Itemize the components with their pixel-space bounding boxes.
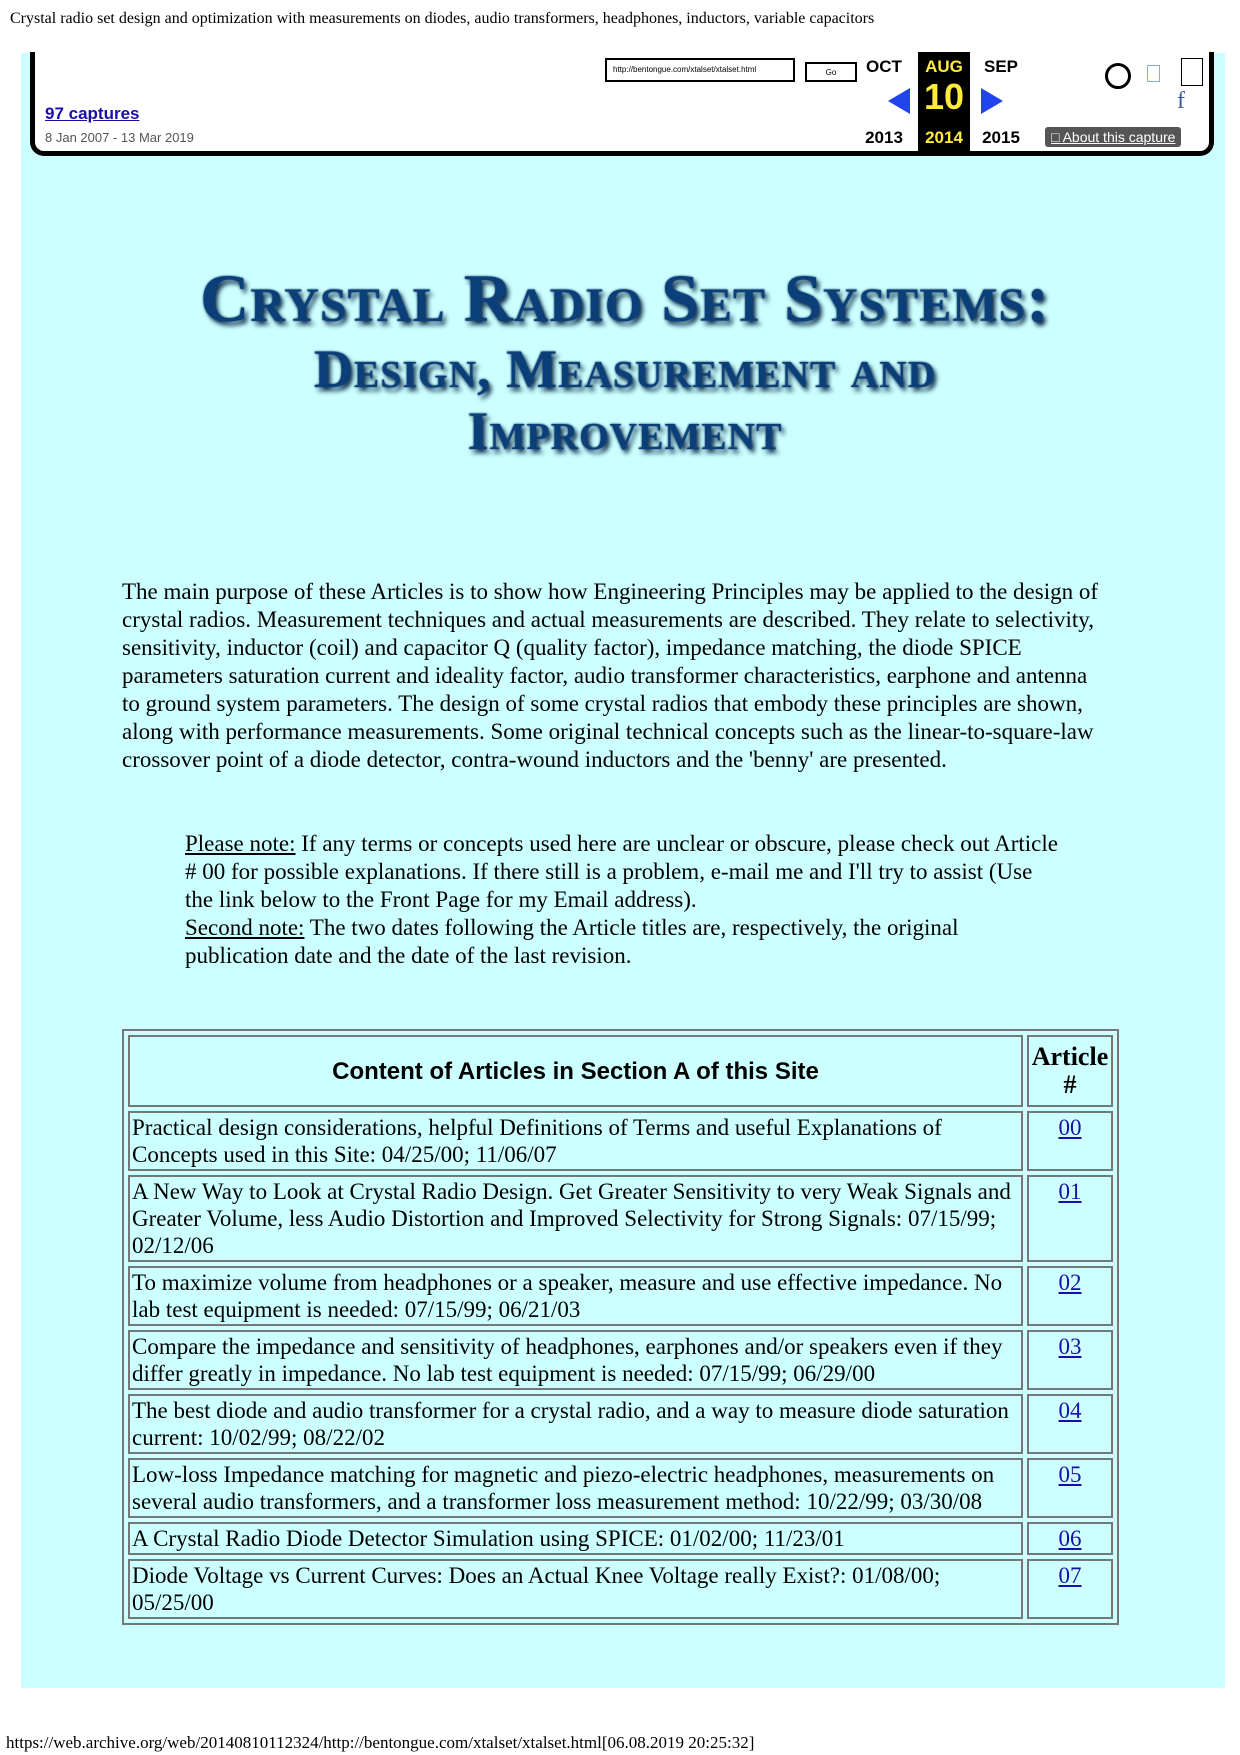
- banner-line-1: Crystal Radio Set Systems:: [200, 260, 1050, 336]
- table-row: [128, 1266, 1113, 1326]
- capture-day: 10: [923, 76, 965, 117]
- article-description: Low-loss Impedance matching for magnetic and piezo-electric headphones, measurements on several audio transformers, and a transformer loss measurement method: 10/22/99; 03/30/08: [128, 1458, 1023, 1518]
- page-footer: https://web.archive.org/web/20140810112324/http://bentongue.com/xtalset/xtalset.html[06.08.2019 20:25:32]: [6, 1733, 755, 1752]
- article-link[interactable]: 03: [1058, 1334, 1082, 1359]
- table-header-row: [128, 1035, 1113, 1107]
- note-block: [185, 830, 1065, 970]
- article-link[interactable]: 05: [1058, 1462, 1082, 1487]
- help-circle-icon[interactable]: [1105, 63, 1131, 89]
- note-label-2: Second note:: [185, 915, 305, 940]
- article-description: Practical design considerations, helpful Definitions of Terms and useful Explanations of Concepts used in this Site: 04/25/00; 11/06/07: [128, 1111, 1023, 1171]
- wayback-toolbar: [30, 52, 1214, 156]
- article-link[interactable]: 02: [1058, 1270, 1082, 1295]
- article-link[interactable]: 07: [1058, 1563, 1082, 1588]
- table-row: [128, 1394, 1113, 1454]
- table-row: [128, 1458, 1113, 1518]
- note-text-2: The two dates following the Article titles are, respectively, the original publication date and the date of the last revision.: [185, 915, 959, 968]
- article-description: To maximize volume from headphones or a speaker, measure and use effective impedance. No lab test equipment is needed: 07/15/99; 06/21/03: [128, 1266, 1023, 1326]
- article-description: Compare the impedance and sensitivity of headphones, earphones and/or speakers even if they differ greatly in impedance. No lab test equipment is needed: 07/15/99; 06/29/00: [128, 1330, 1023, 1390]
- table-row: [128, 1175, 1113, 1262]
- title-banner: [110, 258, 1140, 462]
- page-header: Crystal radio set design and optimization with measurements on diodes, audio transformers, headphones, inductors, variable capacitors: [10, 10, 875, 27]
- article-link[interactable]: 04: [1058, 1398, 1082, 1423]
- note-text-1: If any terms or concepts used here are unclear or obscure, please check out Article # 00 for possible explanations. If there still is a problem, e-mail me and I'll try to assist (Use the link below to the Front Page for my Email address).: [185, 831, 1058, 912]
- captures-link[interactable]: 97 captures: [45, 104, 140, 123]
- url-input[interactable]: http://bentongue.com/xtalset/xtalset.html: [605, 58, 795, 82]
- table-row: [128, 1522, 1113, 1555]
- article-link[interactable]: 00: [1058, 1115, 1082, 1140]
- table-row: [128, 1559, 1113, 1619]
- article-description: A New Way to Look at Crystal Radio Design. Get Greater Sensitivity to very Weak Signals and Greater Volume, less Audio Distortion and Improved Selectivity for Strong Signals: 07/15/99; 02/12/06: [128, 1175, 1023, 1262]
- month-current: AUG: [925, 57, 963, 76]
- close-icon[interactable]: [1181, 58, 1203, 86]
- year-current: 2014: [925, 128, 963, 147]
- capture-date-range: 8 Jan 2007 - 13 Mar 2019: [45, 130, 194, 145]
- month-prev[interactable]: OCT: [866, 57, 902, 76]
- banner-line-3: Improvement: [467, 401, 783, 461]
- article-description: Diode Voltage vs Current Curves: Does an Actual Knee Voltage really Exist?: 01/08/00; 05/25/00: [128, 1559, 1023, 1619]
- about-capture-link[interactable]: □ About this capture: [1045, 127, 1181, 147]
- article-link[interactable]: 01: [1058, 1179, 1082, 1204]
- content-header: Content of Articles in Section A of this Site: [128, 1035, 1023, 1107]
- table-row: [128, 1330, 1113, 1390]
- articles-table: [122, 1029, 1119, 1625]
- banner-line-2: Design, Measurement and: [313, 339, 937, 399]
- article-link[interactable]: 06: [1058, 1526, 1082, 1551]
- next-capture-arrow-icon[interactable]: [981, 88, 1003, 114]
- twitter-icon[interactable]: [1147, 65, 1160, 82]
- article-number-header: Article #: [1027, 1035, 1113, 1107]
- article-description: The best diode and audio transformer for a crystal radio, and a way to measure diode saturation current: 10/02/99; 08/22/02: [128, 1394, 1023, 1454]
- prev-capture-arrow-icon[interactable]: [888, 88, 910, 114]
- article-description: A Crystal Radio Diode Detector Simulation using SPICE: 01/02/00; 11/23/01: [128, 1522, 1023, 1555]
- year-next[interactable]: 2015: [982, 128, 1020, 147]
- go-button[interactable]: Go: [805, 62, 857, 82]
- facebook-icon[interactable]: f: [1177, 88, 1185, 114]
- month-next[interactable]: SEP: [983, 57, 1019, 76]
- note-label-1: Please note:: [185, 831, 296, 856]
- intro-paragraph: The main purpose of these Articles is to show how Engineering Principles may be applied to the design of crystal radios. Measurement techniques and actual measurements are described. They relate to selectivity, sensitivity, inductor (coil) and capacitor Q (quality factor), impedance matching, the diode SPICE parameters saturation current and ideality factor, audio transformer characteristics, earphone and antenna to ground system parameters. The design of some crystal radios that embody these principles are shown, along with performance measurements. Some original technical concepts such as the linear-to-square-law crossover point of a diode detector, contra-wound inductors and the 'benny' are presented.: [122, 579, 1099, 772]
- about-capture-label: About this capture: [1062, 129, 1176, 145]
- table-row: [128, 1111, 1113, 1171]
- year-prev[interactable]: 2013: [865, 128, 903, 147]
